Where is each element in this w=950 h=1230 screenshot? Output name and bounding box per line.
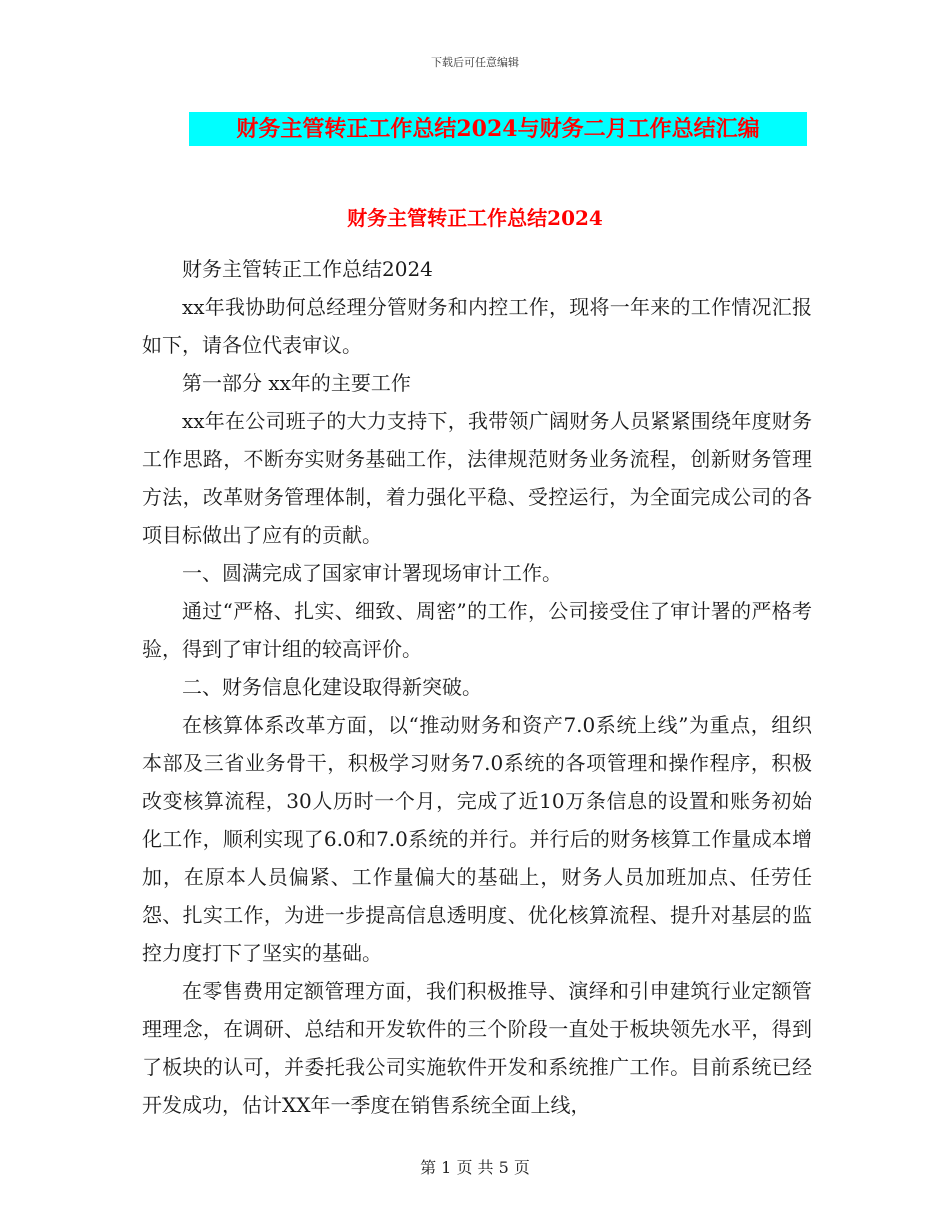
paragraph: 一、圆满完成了国家审计署现场审计工作。 (182, 561, 562, 585)
paragraph: 财务主管转正工作总结2024 (182, 257, 433, 281)
paragraph: 第一部分 xx年的主要工作 (182, 371, 411, 395)
paragraph: xx年在公司班子的大力支持下，我带领广阔财务人员紧紧围绕年度财务工作思路，不断夯实财务基础工作，法律规范财务业务流程，创新财务管理方法，改革财务管理体制，着力强化平稳、受控运行，为全面完成公司的各项目标做出了应有的贡献。 (142, 409, 812, 547)
page-number-footer: 第 1 页 共 5 页 (420, 1158, 530, 1177)
paragraph: 通过“严格、扎实、细致、周密”的工作，公司接受住了审计署的严格考验，得到了审计组的较高评价。 (142, 599, 812, 661)
paragraph: xx年我协助何总经理分管财务和内控工作，现将一年来的工作情况汇报如下，请各位代表审议。 (142, 295, 812, 357)
paragraph: 二、财务信息化建设取得新突破。 (182, 675, 482, 699)
header-note: 下载后可任意编辑 (431, 56, 519, 69)
document-main-title: 财务主管转正工作总结2024与财务二月工作总结汇编 (189, 112, 807, 146)
paragraph: 在核算体系改革方面，以“推动财务和资产7.0系统上线”为重点，组织本部及三省业务骨干，积极学习财务7.0系统的各项管理和操作程序，积极改变核算流程，30人历时一个月，完成了近10万条信息的设置和账务初始化工作，顺利实现了6.0和7.0系统的并行。并行后的财务核算工作量成本增加，在原本人员偏紧、工作量偏大的基础上，财务人员加班加点、任劳任怨、扎实工作，为进一步提高信息透明度、优化核算流程、提升对基层的监控力度打下了坚实的基础。 (142, 713, 812, 965)
section-title: 财务主管转正工作总结2024 (347, 206, 603, 230)
document-body (142, 250, 812, 1124)
paragraph: 在零售费用定额管理方面，我们积极推导、演绎和引申建筑行业定额管理理念，在调研、总结和开发软件的三个阶段一直处于板块领先水平，得到了板块的认可，并委托我公司实施软件开发和系统推广工作。目前系统已经开发成功，估计XX年一季度在销售系统全面上线， (142, 979, 812, 1117)
